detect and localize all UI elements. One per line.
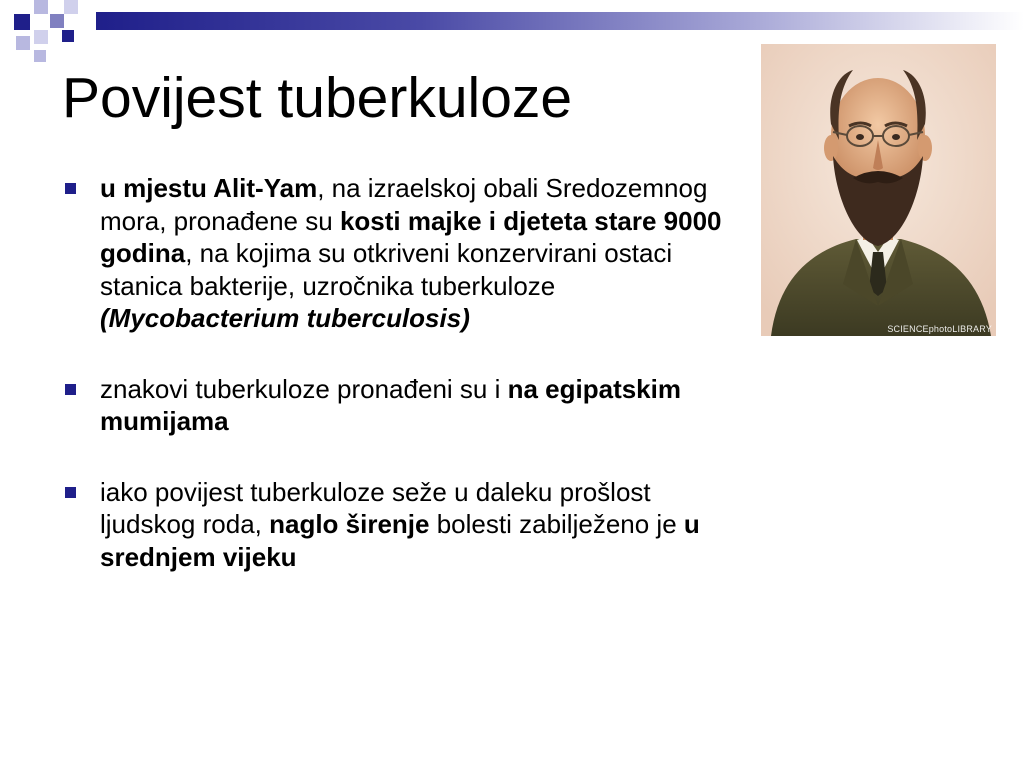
- bullet-item: [62, 373, 742, 438]
- portrait-illustration: [761, 44, 996, 336]
- deco-square: [50, 14, 64, 28]
- image-watermark: SCIENCEphotoLIBRARY: [887, 324, 992, 334]
- deco-square: [16, 36, 30, 50]
- bullet-text: znakovi tuberkuloze pronađeni su i: [100, 373, 508, 404]
- bullet-text: , na kojima su otkriveni konzervirani ostaci stanica bakterije, uzročnika tuberkuloze: [100, 238, 673, 301]
- bullet-item: [62, 172, 742, 335]
- deco-square: [34, 0, 48, 14]
- bullet-text-bold: naglo širenje: [269, 509, 430, 539]
- slide-title: Povijest tuberkuloze: [62, 66, 573, 130]
- bullet-text-bold: u mjestu Alit-Yam: [100, 173, 318, 203]
- bullet-text: bolesti zabilježeno je: [429, 509, 684, 539]
- bullet-item: [62, 476, 742, 574]
- deco-square: [34, 50, 46, 62]
- header-gradient-bar: [96, 12, 1024, 30]
- square-bullet-icon: [65, 384, 76, 395]
- deco-square: [64, 0, 78, 14]
- bullet-text-bold: u srednjem vijeku: [100, 509, 700, 572]
- bullet-text: , na izraelskoj obali Sredozemnog mora, pronađene su: [100, 173, 708, 236]
- bullet-text-bold-italic: [100, 303, 470, 333]
- deco-square: [62, 30, 74, 42]
- bullet-text-italic: (Mycobacterium tuberculosis): [100, 303, 470, 333]
- bullet-text-bold: na egipatskim mumijama: [100, 373, 681, 436]
- bullet-text-bold: kosti majke i djeteta stare 9000 godina: [100, 205, 722, 268]
- bullet-list: [62, 172, 742, 611]
- portrait-image: [761, 44, 996, 336]
- decorative-squares: [0, 0, 90, 70]
- square-bullet-icon: [65, 183, 76, 194]
- bullet-text: iako povijest tuberkuloze seže u daleku prošlost ljudskog roda,: [100, 476, 651, 539]
- deco-square: [34, 30, 48, 44]
- square-bullet-icon: [65, 487, 76, 498]
- deco-square: [14, 14, 30, 30]
